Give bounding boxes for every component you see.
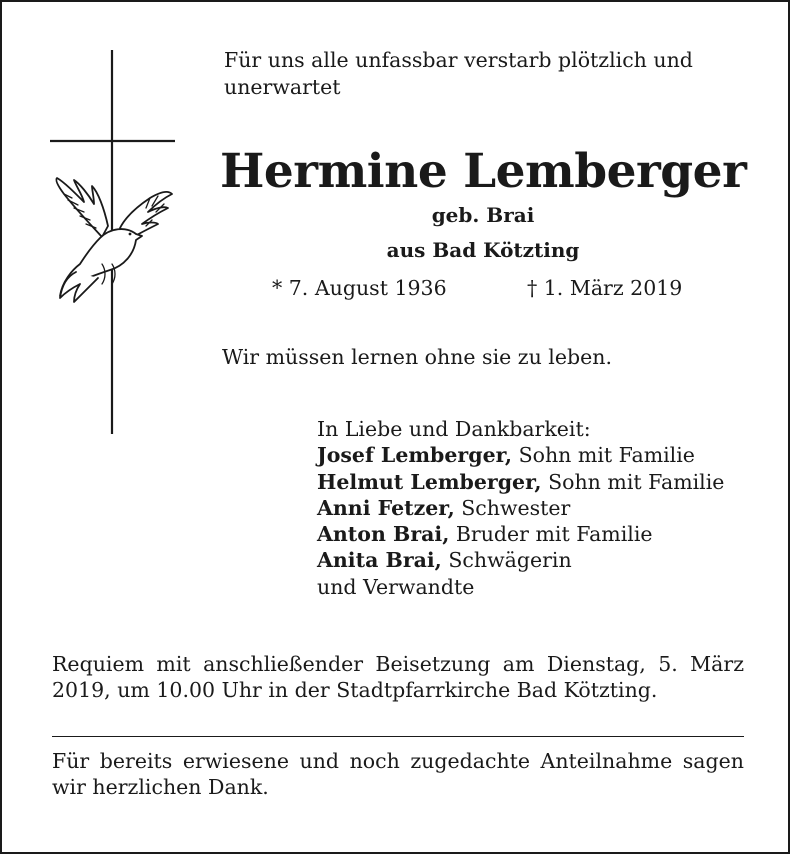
mourner-relation: Schwester — [454, 495, 571, 520]
mourner-relation: Schwägerin — [441, 548, 572, 573]
cross-dove-symbol — [2, 2, 202, 442]
requiem-info: Requiem mit anschließender Beisetzung am Dienstag, 5. März 2019, um 10.00 Uhr in der Stadtpfarrkirche Bad Kötzting. — [52, 652, 744, 702]
mourner-name: Anita Brai, — [317, 548, 442, 573]
mourner-item — [317, 521, 757, 547]
mourner-item — [317, 495, 757, 521]
hometown: aus Bad Kötzting — [386, 238, 580, 262]
mourners-closing: und Verwandte — [317, 574, 475, 599]
thanks-text: Für bereits erwiesene und noch zugedachte Anteilnahme sagen wir herzlichen Dank. — [52, 749, 744, 799]
deceased-name: Hermine Lemberger — [220, 144, 747, 199]
mourner-relation: Sohn mit Familie — [541, 469, 725, 494]
motto: Wir müssen lernen ohne sie zu leben. — [222, 345, 612, 369]
mourner-name: Anton Brai, — [317, 522, 450, 547]
dove-icon — [56, 178, 172, 302]
mourner-name: Josef Lemberger, — [317, 443, 513, 468]
mourner-name: Anni Fetzer, — [317, 495, 455, 520]
intro-text: Für uns alle unfassbar verstarb plötzlich und unerwartet — [224, 48, 693, 99]
mourner-item — [317, 547, 757, 573]
mourners-list — [317, 416, 757, 600]
mourner-item — [317, 442, 757, 468]
mourner-name: Helmut Lemberger, — [317, 469, 542, 494]
mourners-heading: In Liebe und Dankbarkeit: — [317, 417, 591, 441]
mourner-item — [317, 469, 757, 495]
birth-date: * 7. August 1936 — [272, 276, 447, 300]
mourner-relation: Sohn mit Familie — [512, 443, 695, 468]
mourner-relation: Bruder mit Familie — [449, 522, 653, 547]
divider — [52, 736, 744, 737]
maiden-name: geb. Brai — [431, 203, 535, 227]
death-date: † 1. März 2019 — [527, 276, 683, 300]
